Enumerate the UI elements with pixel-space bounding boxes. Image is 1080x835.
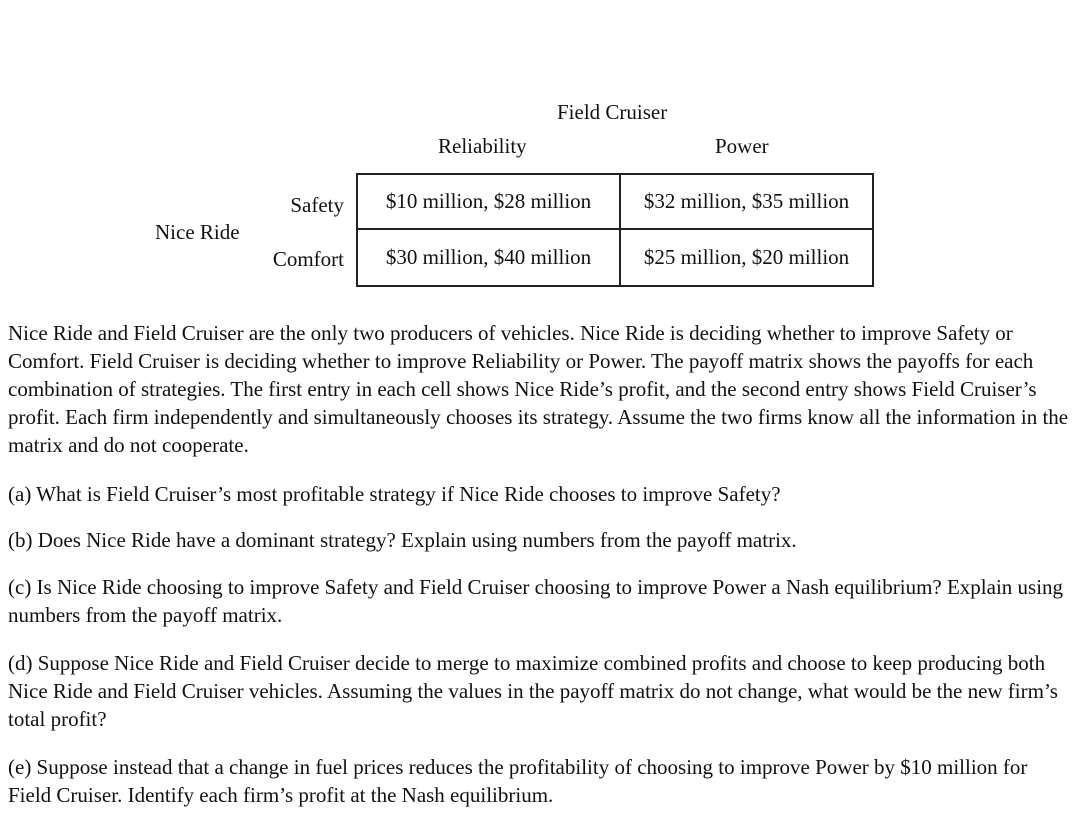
row-player-label: Nice Ride: [155, 220, 240, 244]
intro-paragraph: Nice Ride and Field Cruiser are the only two producers of vehicles. Nice Ride is deciding whether to improve Safety or Comfort. Field Cruiser is deciding whether to improve Reliability or Power. The payoff matrix shows the payoffs for each combination of strategies. The first entry in each cell shows Nice Ride’s profit, and the second entry shows Field Cruiser’s profit. Each firm independently and simultaneously chooses its strategy. Assume the two firms know all the information in the matrix and do not cooperate.: [8, 321, 1069, 457]
payoff-cell-comfort-power: $25 million, $20 million: [620, 229, 873, 286]
table-row: [357, 174, 873, 229]
column-strategy-power: Power: [715, 134, 769, 158]
question-d: (d) Suppose Nice Ride and Field Cruiser decide to merge to maximize combined profits and choose to keep producing both Nice Ride and Field Cruiser vehicles. Assuming the values in the payoff matrix do not change, what would be the new firm’s total profit?: [8, 651, 1058, 731]
column-strategy-reliability: Reliability: [438, 134, 527, 158]
payoff-cell-safety-power: $32 million, $35 million: [620, 174, 873, 229]
question-b: (b) Does Nice Ride have a dominant strategy? Explain using numbers from the payoff matrix.: [8, 528, 797, 552]
question-c: (c) Is Nice Ride choosing to improve Safety and Field Cruiser choosing to improve Power a Nash equilibrium? Explain using numbers from the payoff matrix.: [8, 575, 1064, 627]
question-e: (e) Suppose instead that a change in fuel prices reduces the profitability of choosing to improve Power by $10 million for Field Cruiser. Identify each firm’s profit at the Nash equilibrium.: [8, 755, 1028, 807]
question-a: (a) What is Field Cruiser’s most profitable strategy if Nice Ride chooses to improve Safety?: [8, 482, 781, 506]
payoff-cell-comfort-reliability: $30 million, $40 million: [357, 229, 620, 286]
column-player-label: Field Cruiser: [557, 100, 668, 124]
payoff-cell-safety-reliability: $10 million, $28 million: [357, 174, 620, 229]
table-row: [357, 229, 873, 286]
payoff-table: [356, 173, 874, 287]
row-strategy-safety: Safety: [290, 193, 344, 217]
row-strategy-comfort: Comfort: [272, 247, 344, 271]
